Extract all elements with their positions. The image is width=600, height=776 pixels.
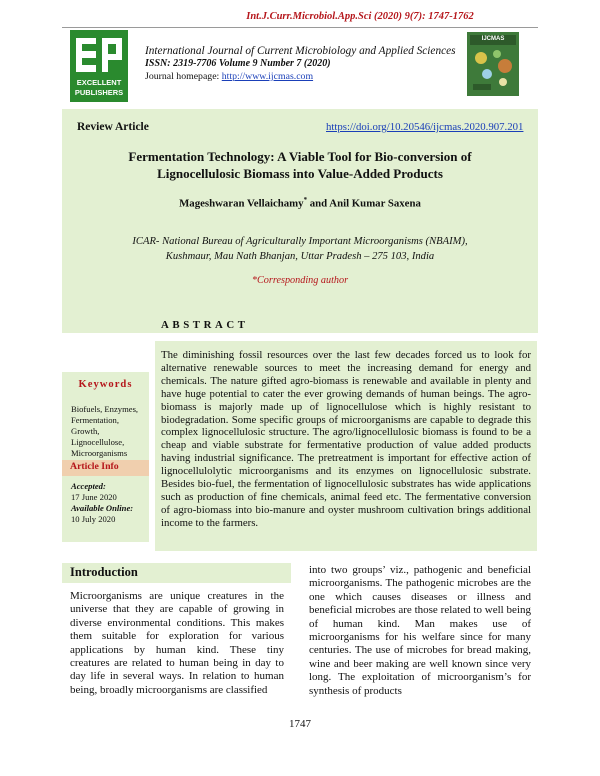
online-label: Available Online:: [71, 503, 134, 513]
keyword-item: Biofuels, Enzymes,: [71, 404, 139, 414]
corresponding-author-note: *Corresponding author: [251, 275, 349, 286]
journal-cover-image: [467, 32, 519, 96]
keywords-heading: Keywords: [78, 379, 133, 390]
journal-issn: ISSN: 2319-7706 Volume 9 Number 7 (2020): [145, 58, 331, 69]
keywords-list: [71, 404, 146, 459]
affiliation-line2: Kushmaur, Mau Nath Bhanjan, Uttar Pradesh – 275 103, India: [165, 251, 435, 262]
logo-name-line2: PUBLISHERS: [74, 88, 124, 97]
abstract-heading: ABSTRACT: [161, 319, 249, 331]
logo-name-line1: EXCELLENT: [76, 78, 122, 87]
header-divider: [62, 27, 538, 28]
affiliation: [100, 234, 500, 264]
journal-name: International Journal of Current Microbiology and Applied Sciences: [145, 45, 456, 57]
affiliation-line1: ICAR- National Bureau of Agriculturally Important Microorganisms (NBAIM),: [132, 236, 468, 247]
introduction-column-1: Microorganisms are unique creatures in the universe that they are capable of growing in diverse environmental conditions. This makes them suitable for exploration for various applications by human kind. These tiny creatures are related to human being in day to day life in several ways. In relation to human being, broadly microorganisms are classified: [70, 590, 284, 696]
title-line2: Lignocellulosic Biomass into Value-Added Products: [157, 165, 443, 181]
keyword-item: Lignocellulose,: [71, 437, 125, 447]
excellent-publishers-logo: [70, 30, 128, 102]
homepage-label: Journal homepage:: [145, 71, 222, 82]
homepage-link[interactable]: http://www.ijcmas.com: [221, 71, 314, 82]
author-1: Mageshwaran Vellaichamy: [179, 197, 304, 210]
journal-citation: Int.J.Curr.Microbiol.App.Sci (2020) 9(7): 1747-1762: [246, 11, 474, 22]
online-date: 10 July 2020: [71, 514, 116, 524]
keyword-item: Fermentation,: [71, 415, 119, 425]
cover-label: IJCMAS: [481, 36, 505, 42]
title-line1: Fermentation Technology: A Viable Tool for Bio-conversion of: [128, 149, 472, 164]
introduction-heading: Introduction: [70, 565, 138, 579]
article-info-heading: Article Info: [70, 461, 119, 472]
author-2: and Anil Kumar Saxena: [307, 197, 421, 210]
accepted-label: Accepted:: [71, 481, 106, 491]
keyword-item: Growth,: [71, 426, 100, 436]
article-dates: [71, 481, 149, 525]
introduction-column-2: into two groups’ viz., pathogenic and beneficial microorganisms. The pathogenic microbes are the one which causes diseases or illness and beneficial microbes are those related to well being of human kind. Man makes use of microorganisms for his welfare since for many centuries. The use of microbes for bread making, wine and beer making are well known since very long. The exploitation of microorganism’s for synthesis of products: [309, 564, 531, 697]
doi-link[interactable]: https://doi.org/10.20546/ijcmas.2020.907.201: [326, 121, 524, 133]
article-title: [100, 149, 500, 182]
keyword-item: Microorganisms: [71, 448, 128, 458]
journal-homepage: [145, 71, 313, 82]
article-type: Review Article: [77, 121, 149, 133]
page-number: 1747: [289, 718, 311, 730]
title-panel: [62, 109, 538, 333]
corresponding-mark: *: [303, 196, 308, 204]
authors: [100, 196, 500, 210]
accepted-date: 17 June 2020: [71, 492, 117, 502]
abstract-text: The diminishing fossil resources over the last few decades forced us to look for alternative renewable sources to meet the increasing demand for energy and chemicals. The nature gifted agro-biomass is renewable and available in plenty and have huge potential to cater the ever growing demands of human beings. The agro-biomass is majorly made up of lignocellulose which is highly resistant to biodegradation. Some specific groups of microorganisms are capable to degrade this complex lignocellulosic structure. The agro/lignocellulosic biomass is found to be a cheap and viable substrate for fermentative production of value added products having industrial significance. The pretreatment is important for effective action of lignocellulolytic microorganisms and its enzymes on lignocellulosic substrate. Besides bio-fuel, the fermentation of lignocellulosic substrates has wide applications such as production of fine chemicals, animal feed etc. The fermentative conversion of agro-biomass into bio-manure and oyster mushroom cultivation brings additional income to the farmers.: [161, 349, 531, 529]
